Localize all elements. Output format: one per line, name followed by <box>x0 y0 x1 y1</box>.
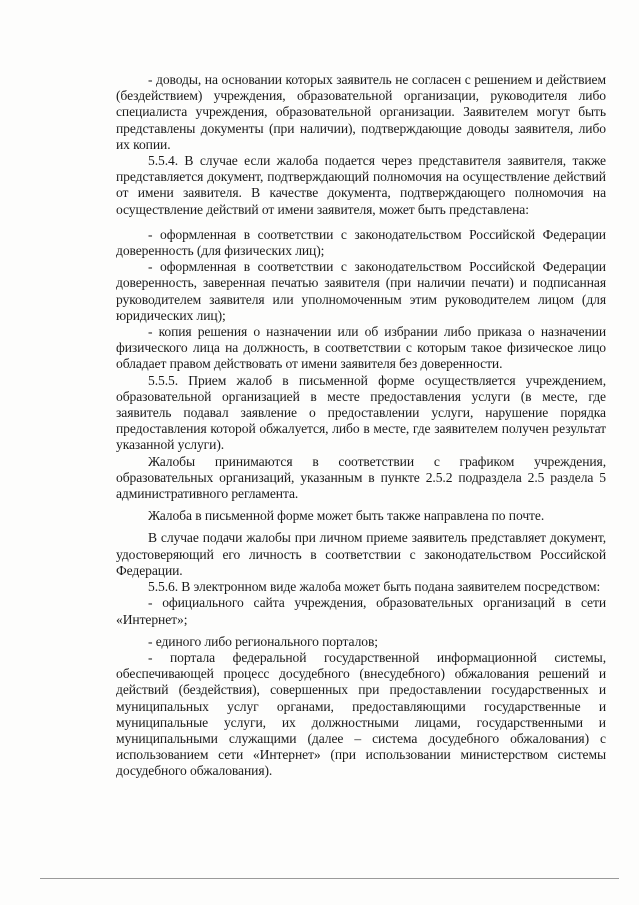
paragraph-by-mail: Жалоба в письменной форме может быть также направлена по почте. <box>148 508 545 524</box>
paragraph-5-5-6: 5.5.6. В электронном виде жалоба может быть подана заявителем посредством: <box>148 579 601 595</box>
paragraph-arguments: - доводы, на основании которых заявитель не согласен с решением и действием (бездействием) учреждения, образовательной организации, руководителя либо специалиста учреждения, образовательной организации. Заявителем могут быть представлены документы (при наличии), подтверждающие доводы заявителя, либо их копии. <box>116 72 606 152</box>
list-item-power-of-attorney-legal: - оформленная в соответствии с законодательством Российской Федерации доверенность, заверенная печатью заявителя (при наличии печати) и подписанная руководителем заявителя или уполномоченным этим руководителем лицом (для юридических лиц); <box>116 259 606 323</box>
paragraph-5-5-5: 5.5.5. Прием жалоб в письменной форме осуществляется учреждением, образовательной организацией в месте предоставления услуги (в месте, где заявитель подавал заявление о предоставлении услуги, нарушение порядка предоставления которой обжалуется, либо в месте, где заявителем получен результат указанной услуги). <box>116 372 606 453</box>
scan-bottom-rule <box>40 878 619 879</box>
paragraph-personal-reception: В случае подачи жалобы при личном приеме заявитель представляет документ, удостоверяющий его личность в соответствии с законодательством Российской Федерации. <box>116 530 606 578</box>
paragraph-schedule: Жалобы принимаются в соответствии с графиком учреждения, образовательных организаций, указанным в пункте 2.5.2 подраздела 2.5 раздела 5 административного регламента. <box>116 453 606 502</box>
list-item-appointment-decision: - копия решения о назначении или об избрании либо приказа о назначении физического лица на должность, в соответствии с которым такое физическое лицо обладает правом действовать от имени заявителя без доверенности. <box>116 324 606 372</box>
list-item-official-site: - официального сайта учреждения, образовательных организаций в сети «Интернет»; <box>116 595 606 627</box>
list-item-federal-portal: - портала федеральной государственной информационной системы, обеспечивающей процесс досудебного (внесудебного) обжалования решений и действий (бездействия), совершенных при предоставлении государственных и муниципальных услуг органами, предоставляющими государственные и муниципальные услуги, их должностными лицами, государственными и муниципальными служащими (далее – система досудебного обжалования) с использованием сети «Интернет» (при использовании министерством системы досудебного обжалования). <box>116 649 606 779</box>
list-item-power-of-attorney-individuals: - оформленная в соответствии с законодательством Российской Федерации доверенность (для физических лиц); <box>116 226 606 259</box>
paragraph-5-5-4: 5.5.4. В случае если жалоба подается через представителя заявителя, также представляется документ, подтверждающий полномочия на осуществление действий от имени заявителя. В качестве документа, подтверждающего полномочия на осуществление действий от имени заявителя, может быть представлена: <box>116 153 606 217</box>
document-body <box>116 72 606 780</box>
list-item-portals: - единого либо регионального порталов; <box>148 633 378 649</box>
